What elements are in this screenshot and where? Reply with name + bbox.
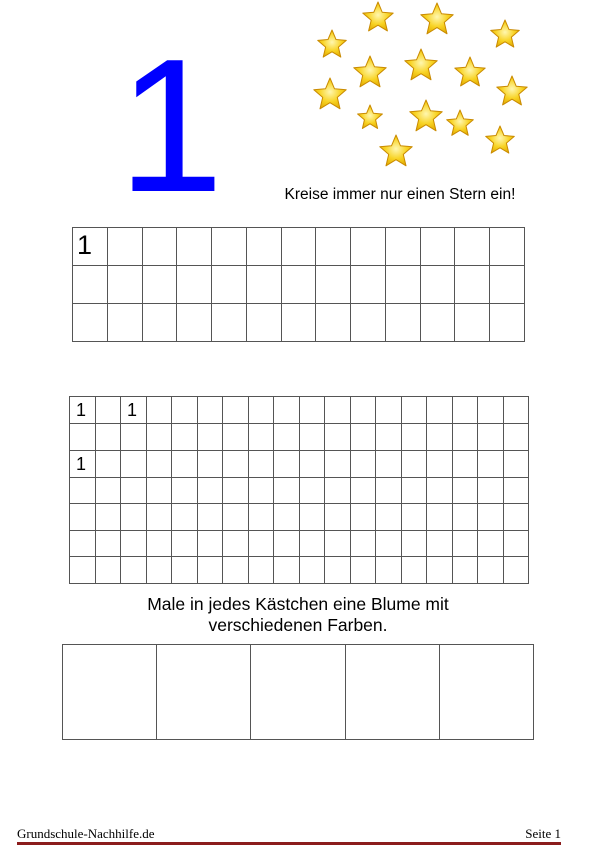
grid-cell <box>107 228 142 266</box>
grid-cell <box>325 477 351 504</box>
grid-cell <box>350 397 376 424</box>
grid-cell <box>452 557 478 584</box>
star-icon <box>497 76 527 105</box>
grid-cell <box>274 504 300 531</box>
star-icon <box>363 2 393 31</box>
grid-cell <box>427 504 453 531</box>
grid-cell <box>427 530 453 557</box>
grid-cell <box>70 504 96 531</box>
grid-cell <box>107 266 142 304</box>
grid-cell <box>427 424 453 451</box>
grid-cell <box>376 424 402 451</box>
flower-box <box>439 645 533 740</box>
grid-cell <box>325 397 351 424</box>
grid-cell <box>95 424 121 451</box>
grid-cell <box>73 266 108 304</box>
grid-cell <box>248 397 274 424</box>
grid-cell <box>73 304 108 342</box>
grid-cell <box>197 530 223 557</box>
grid-cell <box>95 504 121 531</box>
stars-group <box>300 0 540 175</box>
grid-cell <box>121 450 147 477</box>
grid-cell <box>452 397 478 424</box>
grid-cell <box>248 504 274 531</box>
grid-cell <box>223 450 249 477</box>
grid-cell <box>146 424 172 451</box>
grid-cell <box>350 504 376 531</box>
grid-cell <box>503 530 529 557</box>
grid-row <box>70 424 529 451</box>
grid-cell <box>274 450 300 477</box>
grid-cell <box>197 450 223 477</box>
grid-cell <box>325 504 351 531</box>
grid-cell <box>146 530 172 557</box>
grid-cell <box>248 477 274 504</box>
grid-row <box>73 228 525 266</box>
grid-cell <box>316 228 351 266</box>
grid-cell <box>212 228 247 266</box>
grid-row <box>70 504 529 531</box>
grid-cell <box>281 228 316 266</box>
grid-cell <box>376 450 402 477</box>
grid-cell <box>223 397 249 424</box>
star-icon <box>354 56 386 87</box>
grid-cell <box>274 477 300 504</box>
grid-cell <box>376 557 402 584</box>
grid-cell <box>503 397 529 424</box>
grid-cell <box>248 450 274 477</box>
grid-cell <box>401 450 427 477</box>
grid-cell <box>142 266 177 304</box>
star-icon <box>318 30 347 57</box>
grid-cell <box>121 530 147 557</box>
grid-cell <box>299 424 325 451</box>
grid-cell <box>503 424 529 451</box>
grid-cell <box>350 477 376 504</box>
grid-cell <box>420 304 455 342</box>
grid-cell <box>325 557 351 584</box>
grid-cell <box>455 266 490 304</box>
grid-cell <box>246 228 281 266</box>
grid-cell <box>146 450 172 477</box>
grid-cell <box>172 530 198 557</box>
grid-cell <box>385 228 420 266</box>
star-icon <box>410 100 442 131</box>
grid-cell <box>172 477 198 504</box>
grid-cell <box>350 557 376 584</box>
grid-row <box>70 397 529 424</box>
grid-cell <box>248 424 274 451</box>
grid-cell <box>490 266 525 304</box>
grid-cell <box>70 477 96 504</box>
grid-cell <box>121 504 147 531</box>
grid-cell <box>172 397 198 424</box>
grid-cell <box>95 450 121 477</box>
grid-cell <box>503 557 529 584</box>
grid-cell <box>376 504 402 531</box>
instruction-flowers-line1: Male in jedes Kästchen eine Blume mit <box>147 594 449 614</box>
grid-cell <box>452 530 478 557</box>
grid-cell <box>452 424 478 451</box>
grid-cell <box>121 424 147 451</box>
grid-cell <box>401 504 427 531</box>
grid-cell <box>197 477 223 504</box>
grid-cell <box>223 477 249 504</box>
grid-cell <box>70 424 96 451</box>
grid-cell <box>177 228 212 266</box>
writing-grid-large <box>72 227 525 342</box>
grid-cell: 1 <box>73 228 108 266</box>
grid-cell <box>455 228 490 266</box>
grid-cell <box>95 530 121 557</box>
grid-cell <box>478 424 504 451</box>
grid-cell <box>177 266 212 304</box>
grid-cell <box>172 504 198 531</box>
grid-cell <box>274 397 300 424</box>
grid-cell <box>197 504 223 531</box>
grid-cell <box>107 304 142 342</box>
grid-cell <box>455 304 490 342</box>
grid-cell <box>401 477 427 504</box>
grid-cell <box>503 477 529 504</box>
grid-cell <box>121 557 147 584</box>
grid-cell <box>420 228 455 266</box>
grid-cell <box>223 557 249 584</box>
grid-cell <box>281 266 316 304</box>
grid-cell <box>299 504 325 531</box>
star-icon <box>455 57 485 86</box>
grid-cell <box>172 557 198 584</box>
grid-cell <box>246 304 281 342</box>
star-icon <box>421 3 453 34</box>
grid-cell <box>401 557 427 584</box>
grid-cell <box>223 504 249 531</box>
grid-cell <box>274 557 300 584</box>
grid-cell <box>299 557 325 584</box>
star-icon <box>486 126 515 153</box>
grid-cell <box>95 397 121 424</box>
grid-cell <box>95 477 121 504</box>
flower-box <box>251 645 345 740</box>
grid-cell <box>401 424 427 451</box>
grid-cell <box>172 424 198 451</box>
grid-cell: 1 <box>70 450 96 477</box>
grid-cell <box>146 477 172 504</box>
flower-box <box>63 645 157 740</box>
grid-cell <box>350 530 376 557</box>
grid-cell <box>299 530 325 557</box>
grid-cell <box>274 530 300 557</box>
grid-cell <box>452 450 478 477</box>
grid-cell <box>281 304 316 342</box>
star-icon <box>358 105 383 129</box>
star-icon <box>405 49 437 80</box>
big-numeral-one: 1 <box>118 20 224 232</box>
instruction-flowers-line2: verschiedenen Farben. <box>208 615 388 635</box>
grid-cell <box>385 266 420 304</box>
grid-cell <box>452 504 478 531</box>
instruction-flowers <box>120 594 476 636</box>
grid-row <box>70 450 529 477</box>
star-icon <box>380 135 412 166</box>
grid-cell <box>325 450 351 477</box>
grid-cell <box>121 477 147 504</box>
grid-cell <box>146 397 172 424</box>
footer-divider <box>17 842 561 845</box>
grid-cell <box>248 557 274 584</box>
grid-cell <box>197 424 223 451</box>
grid-row <box>70 477 529 504</box>
grid-cell <box>427 450 453 477</box>
grid-cell <box>223 530 249 557</box>
grid-cell <box>316 266 351 304</box>
grid-cell <box>146 557 172 584</box>
grid-cell <box>478 397 504 424</box>
grid-cell <box>350 450 376 477</box>
grid-cell <box>246 266 281 304</box>
grid-cell <box>70 557 96 584</box>
flower-boxes <box>62 644 534 740</box>
star-icon <box>491 20 520 47</box>
grid-cell <box>385 304 420 342</box>
grid-cell <box>274 424 300 451</box>
grid-cell <box>70 530 96 557</box>
grid-cell <box>299 477 325 504</box>
writing-grid-small <box>69 396 529 584</box>
grid-cell <box>248 530 274 557</box>
grid-cell <box>490 228 525 266</box>
grid-cell <box>376 397 402 424</box>
grid-cell <box>142 304 177 342</box>
grid-cell <box>350 424 376 451</box>
grid-cell <box>427 397 453 424</box>
grid-cell: 1 <box>121 397 147 424</box>
grid-cell <box>503 504 529 531</box>
footer-site: Grundschule-Nachhilfe.de <box>17 826 155 841</box>
grid-cell <box>490 304 525 342</box>
grid-cell <box>172 450 198 477</box>
grid-cell <box>376 477 402 504</box>
grid-row <box>70 557 529 584</box>
grid-cell <box>427 477 453 504</box>
grid-cell: 1 <box>70 397 96 424</box>
grid-cell <box>299 450 325 477</box>
grid-cell <box>177 304 212 342</box>
grid-cell <box>325 424 351 451</box>
grid-cell <box>212 304 247 342</box>
grid-cell <box>478 450 504 477</box>
grid-cell <box>325 530 351 557</box>
grid-row <box>70 530 529 557</box>
grid-cell <box>376 530 402 557</box>
grid-cell <box>420 266 455 304</box>
flower-box <box>345 645 439 740</box>
grid-cell <box>503 450 529 477</box>
grid-cell <box>401 530 427 557</box>
grid-cell <box>478 530 504 557</box>
grid-cell <box>478 504 504 531</box>
star-icon <box>314 78 346 109</box>
grid-row <box>73 266 525 304</box>
grid-cell <box>401 397 427 424</box>
grid-cell <box>452 477 478 504</box>
grid-cell <box>478 477 504 504</box>
star-icon <box>447 110 474 135</box>
flower-box <box>157 645 251 740</box>
grid-cell <box>95 557 121 584</box>
grid-cell <box>351 304 386 342</box>
grid-cell <box>351 266 386 304</box>
grid-cell <box>316 304 351 342</box>
footer-page-number: Seite 1 <box>525 826 561 841</box>
grid-cell <box>223 424 249 451</box>
grid-cell <box>197 397 223 424</box>
grid-cell <box>299 397 325 424</box>
grid-cell <box>142 228 177 266</box>
grid-cell <box>478 557 504 584</box>
grid-cell <box>351 228 386 266</box>
grid-cell <box>212 266 247 304</box>
grid-cell <box>146 504 172 531</box>
grid-cell <box>427 557 453 584</box>
grid-cell <box>197 557 223 584</box>
instruction-circle-star: Kreise immer nur einen Stern ein! <box>284 186 516 203</box>
grid-row <box>73 304 525 342</box>
